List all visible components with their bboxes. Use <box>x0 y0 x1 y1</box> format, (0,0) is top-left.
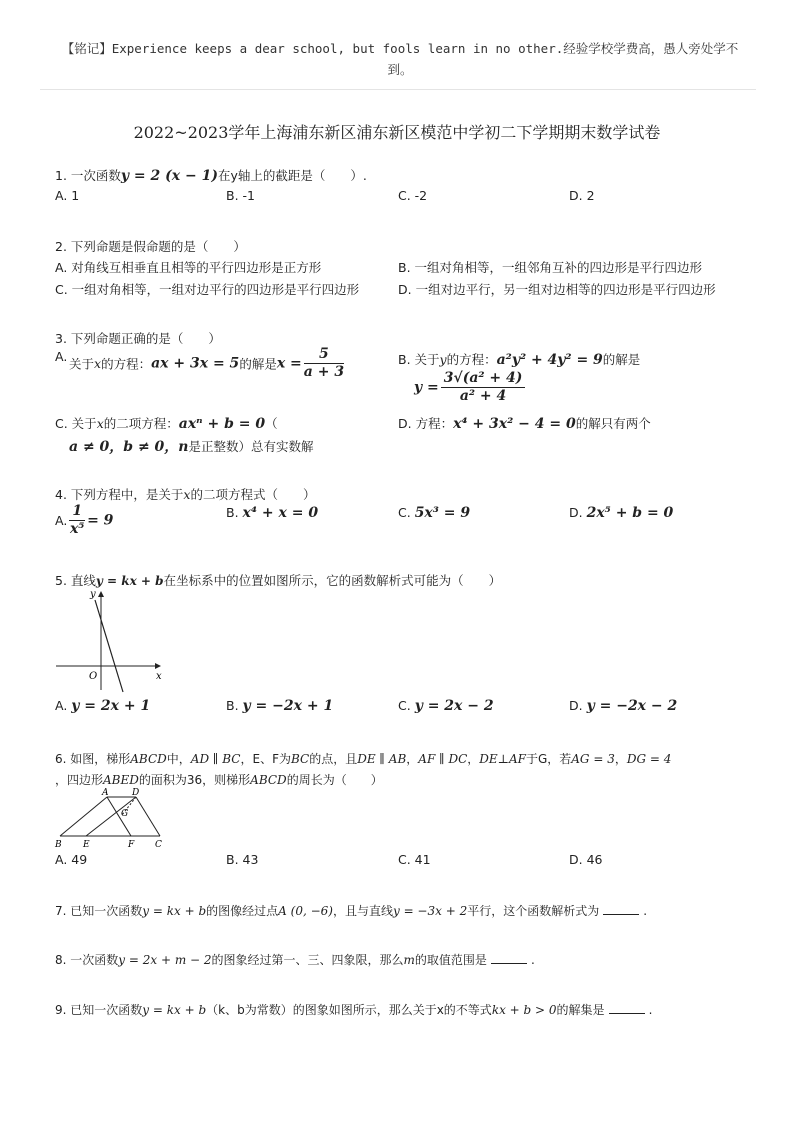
question-6-option-d[interactable]: D. 46 <box>569 852 603 867</box>
question-5-stem: 5. 直线y = kx + b在坐标系中的位置如图所示，它的函数解析式可能为（ ） <box>55 573 502 588</box>
function-line <box>95 600 123 692</box>
question-5-figure <box>50 584 170 694</box>
question-5-option-d[interactable]: D. y = −2x − 2 <box>569 698 678 714</box>
question-2-option-a[interactable]: A. 对角线互相垂直且相等的平行四边形是正方形 <box>55 260 322 275</box>
fraction: $\frac{1}{\text{x⁵}}$ <box>69 503 85 537</box>
label-g: G <box>121 809 129 819</box>
origin-label: O <box>89 671 98 682</box>
fraction: $\frac{5}{a + 3}$ <box>303 346 345 380</box>
question-5-option-b[interactable]: B. y = −2x + 1 <box>226 698 334 714</box>
question-1-stem: 1. 一次函数y = 2 (x − 1)在y轴上的截距是（ ）. <box>55 168 367 184</box>
label-e: E <box>83 840 90 850</box>
question-6-stem-line1: 6. 如图，梯形ABCD中，AD ∥ BC，E、F为BC的点，且DE ∥ AB，AF ∥ DC，DE⊥AF于G，若AG = 3，DG = 4 <box>55 752 672 766</box>
question-4-stem: 4. 下列方程中，是关于x的二项方程式（ ） <box>55 487 316 502</box>
segment-ab <box>60 797 107 836</box>
page-title: 2022~2023学年上海浦东新区浦东新区模范中学初二下学期期末数学试卷 <box>133 123 661 142</box>
question-6-option-a[interactable]: A. 49 <box>55 852 88 867</box>
question-3-option-b-solution: y = $\frac{\text{3√(a² + 4)}}{\text{a² + 4}}$ <box>414 370 527 405</box>
label-a: A <box>102 788 109 798</box>
question-1-option-d[interactable]: D. 2 <box>569 188 595 203</box>
question-2-option-c[interactable]: C. 一组对角相等，一组对边平行的四边形是平行四边形 <box>55 282 360 297</box>
question-2-stem: 2. 下列命题是假命题的是（ ） <box>55 239 246 254</box>
question-3-option-c-cont: a ≠ 0，b ≠ 0，n是正整数）总有实数解 <box>69 439 314 455</box>
question-6-stem-line2: ，四边形ABED的面积为36，则梯形ABCD的周长为（ ） <box>55 773 383 787</box>
header-divider <box>40 89 756 90</box>
segment-dc <box>136 797 160 836</box>
question-2-option-d[interactable]: D. 一组对边平行，另一组对边相等的四边形是平行四边形 <box>398 282 716 297</box>
question-6-option-c[interactable]: C. 41 <box>398 852 431 867</box>
question-3-option-a[interactable]: 关于x的方程：ax + 3x = 5的解是x = $\frac{5}{a + 3}$ <box>69 346 345 380</box>
question-1-option-c[interactable]: C. -2 <box>398 188 428 203</box>
motto-header <box>44 38 756 80</box>
question-2-option-b[interactable]: B. 一组对角相等，一组邻角互补的四边形是平行四边形 <box>398 260 703 275</box>
question-6-figure <box>50 786 170 850</box>
question-5-option-a[interactable]: A. y = 2x + 1 <box>55 698 151 714</box>
question-4-option-c[interactable]: C. 5x³ = 9 <box>398 505 471 521</box>
question-4-option-a[interactable]: A. $\frac{1}{\text{x⁵}}$ = 9 <box>55 503 114 537</box>
answer-blank[interactable] <box>491 952 527 964</box>
question-4-option-b[interactable]: B. x⁴ + x = 0 <box>226 505 319 521</box>
question-3-option-a-label[interactable]: A. <box>55 349 68 364</box>
question-7-stem: 7. 已知一次函数y = kx + b的图像经过点A (0, −6)，且与直线y = −3x + 2平行，这个函数解析式为 . <box>55 904 648 918</box>
answer-blank[interactable] <box>609 1002 645 1014</box>
question-8-stem: 8. 一次函数y = 2x + m − 2的图象经过第一、三、四象限，那么m的取值范围是 . <box>55 953 535 967</box>
y-axis-label: y <box>90 589 96 600</box>
question-5-option-c[interactable]: C. y = 2x − 2 <box>398 698 494 714</box>
question-3-option-d[interactable]: D. 方程：x⁴ + 3x² − 4 = 0的解只有两个 <box>398 416 651 432</box>
answer-blank[interactable] <box>603 903 639 915</box>
question-3-option-c[interactable]: C. 关于x的二项方程：axⁿ + b = 0（ <box>55 416 278 432</box>
label-f: F <box>128 840 135 850</box>
motto-line-1: 【铭记】Experience keeps a dear school, but fools learn in no other.经验学校学费高，愚人旁处学不 <box>61 41 739 56</box>
question-3-stem: 3. 下列命题正确的是（ ） <box>55 331 221 346</box>
question-9-stem: 9. 已知一次函数y = kx + b（k、b为常数）的图象如图所示，那么关于x的不等式kx + b > 0的解集是 . <box>55 1003 653 1017</box>
question-6-option-b[interactable]: B. 43 <box>226 852 259 867</box>
question-4-option-d[interactable]: D. 2x⁵ + b = 0 <box>569 505 674 521</box>
motto-line-2: 到。 <box>387 62 413 77</box>
question-3-option-b[interactable]: B. 关于y的方程：a²y² + 4y² = 9的解是 <box>398 352 641 368</box>
label-c: C <box>155 840 162 850</box>
fraction: $\frac{\text{3√(a² + 4)}}{\text{a² + 4}}$ <box>441 370 526 405</box>
question-1-option-a[interactable]: A. 1 <box>55 188 80 203</box>
label-b: B <box>55 840 62 850</box>
x-axis-label: x <box>156 671 162 682</box>
question-1-option-b[interactable]: B. -1 <box>226 188 255 203</box>
label-d: D <box>132 788 140 798</box>
